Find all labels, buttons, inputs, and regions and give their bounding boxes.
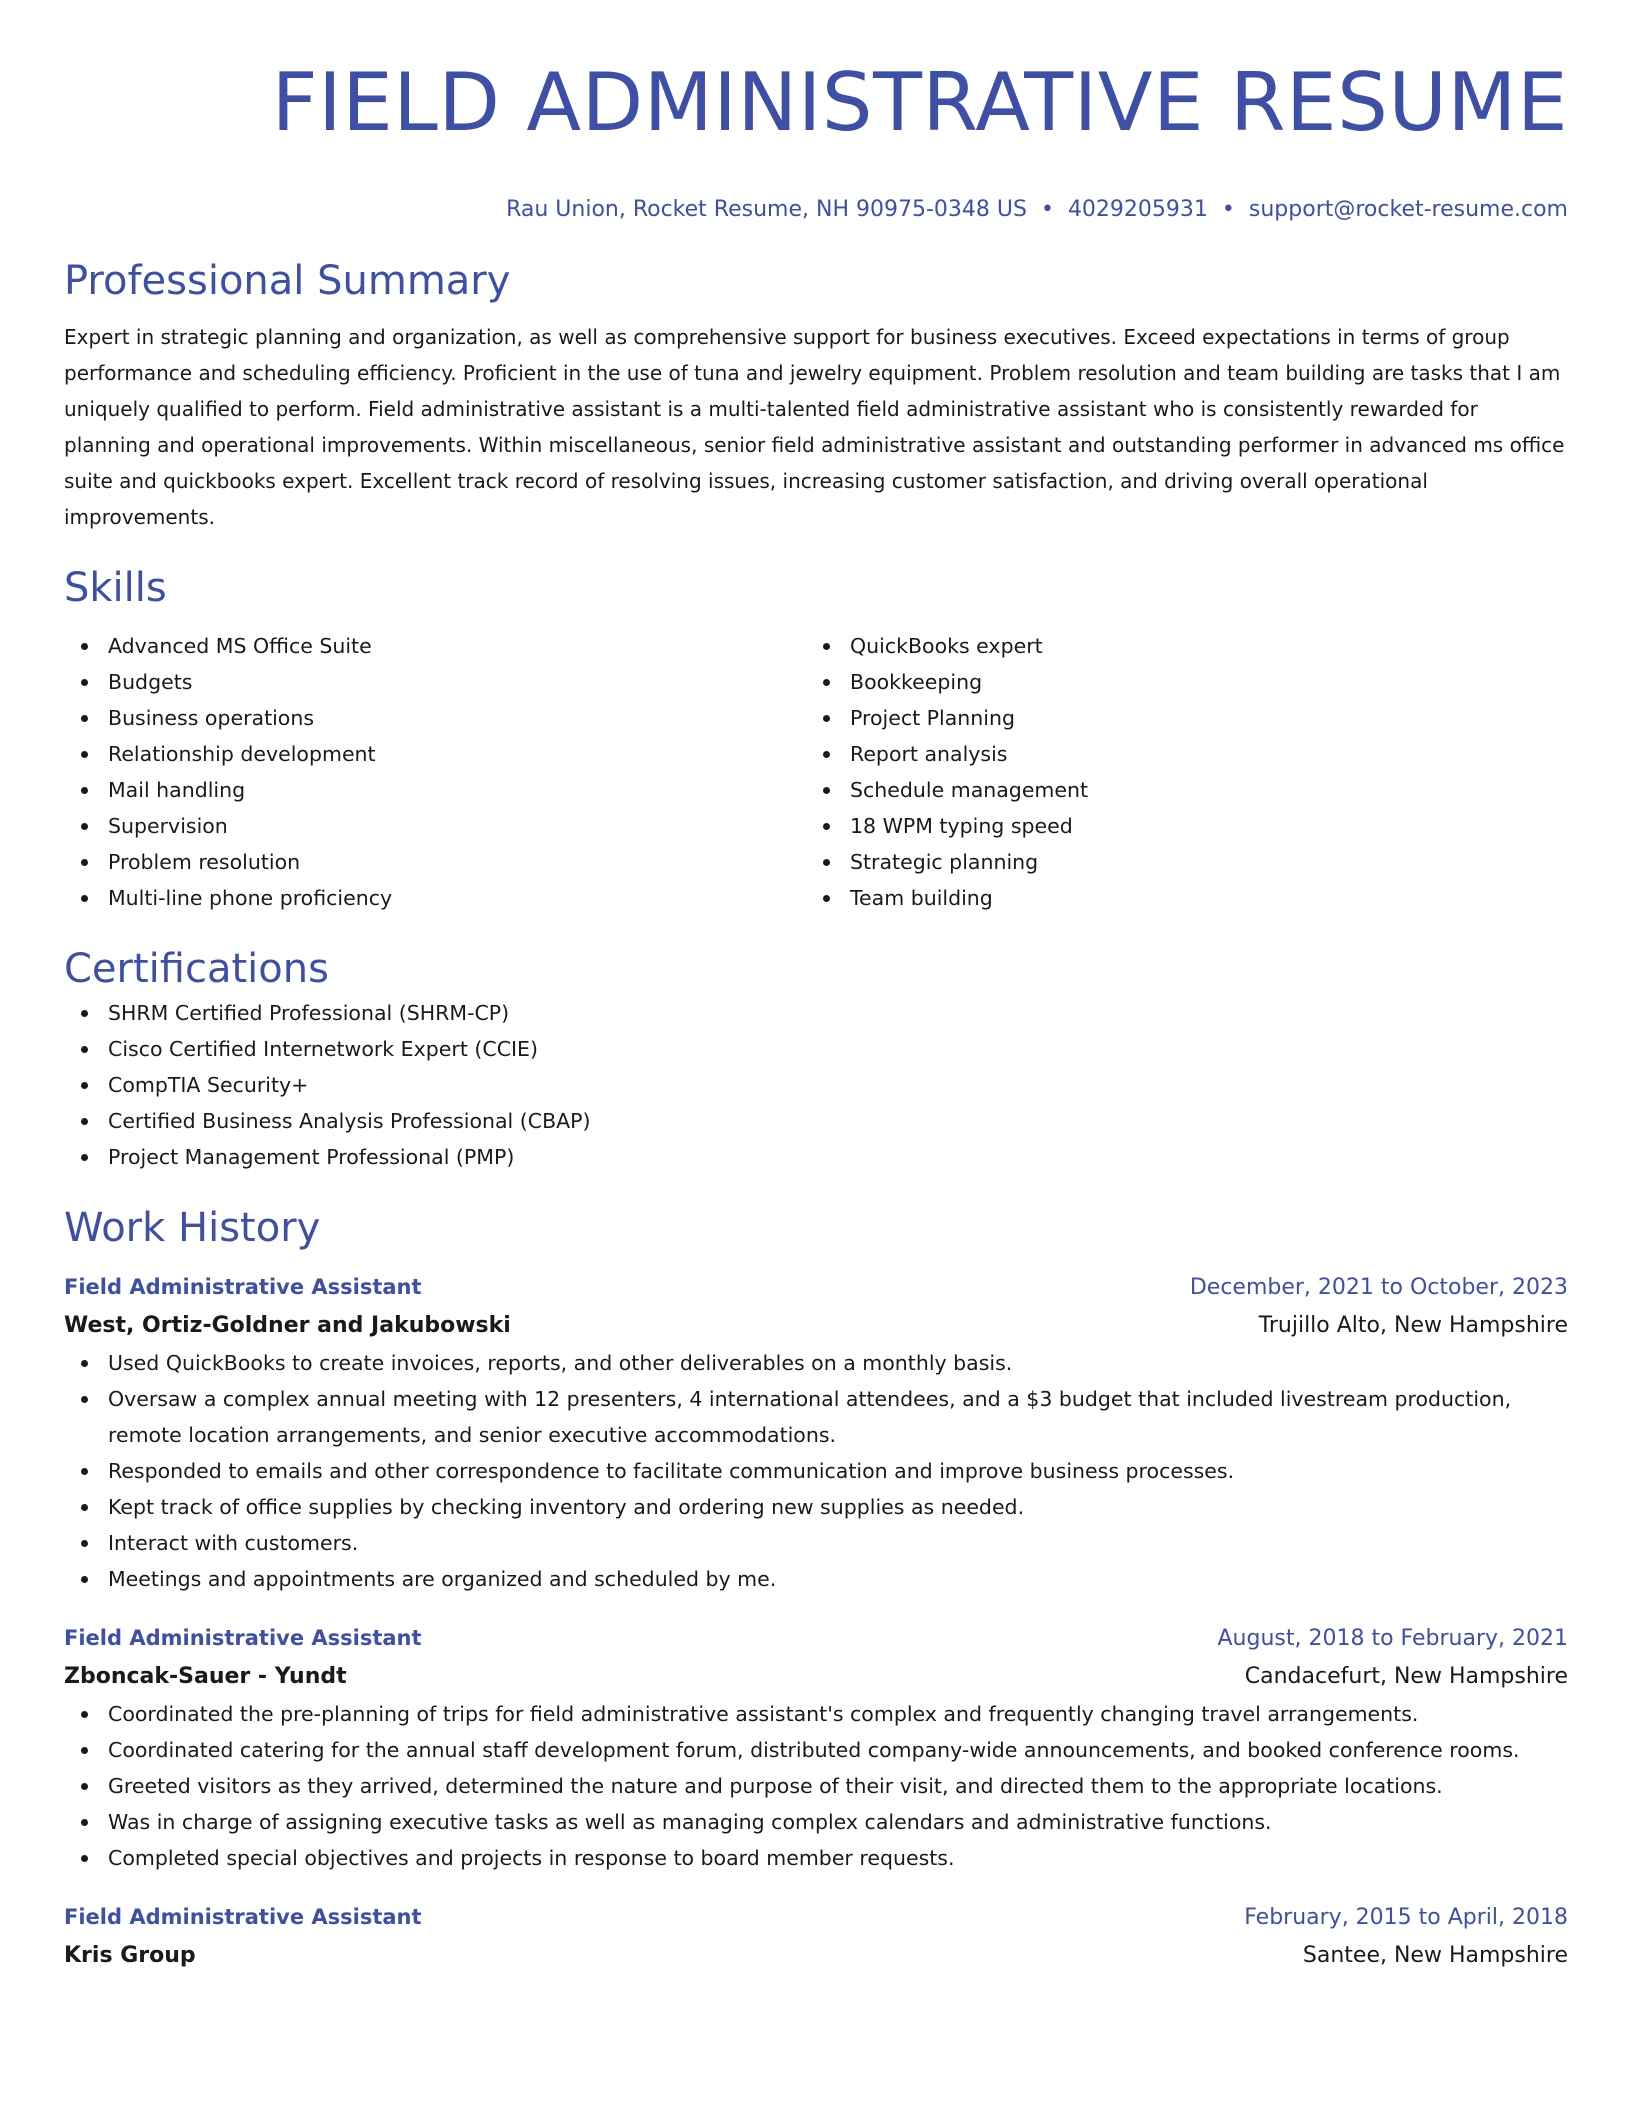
section-heading-work-history: Work History [64, 1205, 321, 1251]
job-duty: Completed special objectives and projects in response to board member requests. [64, 1840, 1568, 1876]
skill-item: Advanced MS Office Suite [64, 628, 806, 664]
skills-grid [64, 628, 1568, 916]
certification-item: Cisco Certified Internetwork Expert (CCIE) [64, 1031, 1568, 1067]
job-duties-list [64, 1345, 1568, 1597]
job-dates: August, 2018 to February, 2021 [1217, 1626, 1568, 1651]
skill-item: Budgets [64, 664, 806, 700]
skill-item: Supervision [64, 808, 806, 844]
contact-address: Rau Union, Rocket Resume, NH 90975-0348 US [506, 197, 1027, 222]
section-heading-summary: Professional Summary [64, 258, 511, 304]
job-duty: Greeted visitors as they arrived, determined the nature and purpose of their visit, and directed them to the appropriate locations. [64, 1768, 1568, 1804]
skill-item: Schedule management [806, 772, 1548, 808]
work-history-section [64, 1202, 1568, 1975]
certifications-list [64, 995, 1568, 1175]
job-entry [64, 1268, 1568, 1597]
section-heading-skills: Skills [64, 565, 167, 611]
job-company: Kris Group [64, 1943, 196, 1968]
certification-item: CompTIA Security+ [64, 1067, 1568, 1103]
skill-item: Multi-line phone proficiency [64, 880, 806, 916]
job-company: Zboncak-Sauer - Yundt [64, 1664, 347, 1689]
job-duty: Kept track of office supplies by checking inventory and ordering new supplies as needed. [64, 1489, 1568, 1525]
job-location: Trujillo Alto, New Hampshire [1258, 1313, 1568, 1338]
skills-list-right [806, 628, 1548, 916]
contact-email[interactable]: support@rocket-resume.com [1248, 197, 1568, 222]
job-dates: February, 2015 to April, 2018 [1244, 1905, 1568, 1930]
job-duty: Interact with customers. [64, 1525, 1568, 1561]
job-duty: Coordinated catering for the annual staff development forum, distributed company-wide announcements, and booked conference rooms. [64, 1732, 1568, 1768]
job-title: Field Administrative Assistant [64, 1275, 422, 1299]
skill-item: 18 WPM typing speed [806, 808, 1548, 844]
skill-item: Team building [806, 880, 1548, 916]
skills-section [64, 562, 1568, 916]
job-duty: Used QuickBooks to create invoices, reports, and other deliverables on a monthly basis. [64, 1345, 1568, 1381]
certification-item: Project Management Professional (PMP) [64, 1139, 1568, 1175]
section-heading-certifications: Certifications [64, 946, 329, 992]
skill-item: Report analysis [806, 736, 1548, 772]
skill-item: QuickBooks expert [806, 628, 1548, 664]
skill-item: Strategic planning [806, 844, 1548, 880]
job-location: Candacefurt, New Hampshire [1244, 1664, 1568, 1689]
skill-item: Problem resolution [64, 844, 806, 880]
job-duty: Was in charge of assigning executive tasks as well as managing complex calendars and administrative functions. [64, 1804, 1568, 1840]
resume-title: FIELD ADMINISTRATIVE RESUME [271, 56, 1568, 149]
professional-summary-section [64, 255, 1568, 535]
skill-item: Relationship development [64, 736, 806, 772]
contact-separator: • [1040, 197, 1054, 222]
job-duty: Oversaw a complex annual meeting with 12 presenters, 4 international attendees, and a $3 budget that included livestream production, remote location arrangements, and senior executive accommodations. [64, 1381, 1568, 1453]
job-company: West, Ortiz-Goldner and Jakubowski [64, 1313, 511, 1338]
certifications-section [64, 943, 1568, 1175]
job-duty: Meetings and appointments are organized and scheduled by me. [64, 1561, 1568, 1597]
job-title: Field Administrative Assistant [64, 1626, 422, 1650]
contact-separator: • [1221, 197, 1235, 222]
skills-list-left [64, 628, 806, 916]
certification-item: SHRM Certified Professional (SHRM-CP) [64, 995, 1568, 1031]
job-duty: Responded to emails and other correspondence to facilitate communication and improve business processes. [64, 1453, 1568, 1489]
job-duty: Coordinated the pre-planning of trips for field administrative assistant's complex and frequently changing travel arrangements. [64, 1696, 1568, 1732]
job-title: Field Administrative Assistant [64, 1905, 422, 1929]
job-dates: December, 2021 to October, 2023 [1189, 1275, 1568, 1300]
skill-item: Bookkeeping [806, 664, 1548, 700]
contact-line [64, 195, 1568, 225]
contact-phone: 4029205931 [1067, 197, 1208, 222]
certification-item: Certified Business Analysis Professional (CBAP) [64, 1103, 1568, 1139]
skill-item: Business operations [64, 700, 806, 736]
summary-text: Expert in strategic planning and organization, as well as comprehensive support for business executives. Exceed expectations in terms of group performance and scheduling efficiency. Proficient in the use of tuna and jewelry equipment. Problem resolution and team building are tasks that I am uniquely qualified to perform. Field administrative assistant is a multi-talented field administrative assistant who is consistently rewarded for planning and operational improvements. Within miscellaneous, senior field administrative assistant and outstanding performer in advanced ms office suite and quickbooks expert. Excellent track record of resolving issues, increasing customer satisfaction, and driving overall operational improvements. [64, 325, 1565, 529]
skill-item: Mail handling [64, 772, 806, 808]
job-location: Santee, New Hampshire [1302, 1943, 1568, 1968]
skill-item: Project Planning [806, 700, 1548, 736]
job-entry [64, 1619, 1568, 1876]
job-entry [64, 1898, 1568, 1975]
job-duties-list [64, 1696, 1568, 1876]
